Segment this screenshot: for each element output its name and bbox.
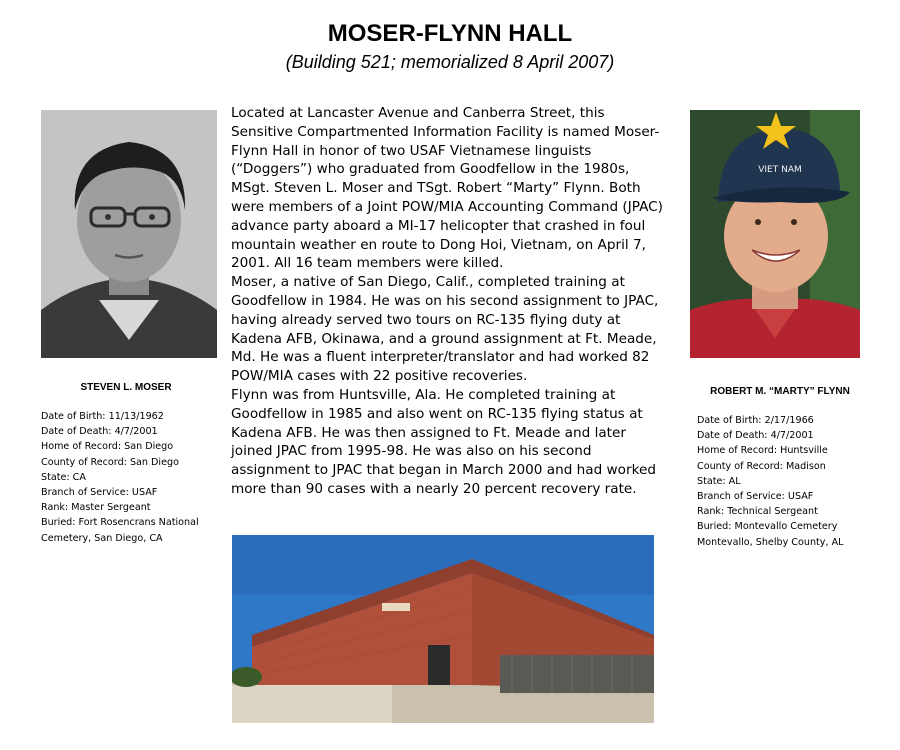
page-title: MOSER-FLYNN HALL bbox=[327, 20, 573, 47]
detail-line: Montevallo, Shelby County, AL bbox=[697, 536, 844, 548]
detail-line: State: AL bbox=[697, 475, 741, 487]
moser-portrait-photo bbox=[41, 110, 217, 358]
detail-line: County of Record: Madison bbox=[697, 460, 826, 472]
flynn-details-list bbox=[697, 413, 887, 550]
page-subtitle: (Building 521; memorialized 8 April 2007) bbox=[285, 52, 615, 72]
detail-line: Buried: Montevallo Cemetery bbox=[697, 521, 838, 533]
paragraph-dedication: Located at Lancaster Avenue and Canberra Street, this Sensitive Compartmented Information Facility is named Moser-Flynn Hall in honor of two USAF Vietnamese linguists (“Doggers”) who graduated from Goodfellow in the 1980s, MSgt. Steven L. Moser and TSgt. Robert “Marty” Flynn. Both were members of a Joint POW/MIA Accounting Command (JPAC) advance party aboard a MI-17 helicopter that crashed in foul mountain weather en route to Dong Hoi, Vietnam, on April 7, 2001. All 16 team members were killed. bbox=[231, 105, 663, 272]
paragraph-flynn: Flynn was from Huntsville, Ala. He completed training at Goodfellow in 1985 and also went on RC-135 flying status at Kadena AFB. He was then assigned to Ft. Meade and later joined JPAC from 1995-98. He was also on his second assignment to JPAC that began in March 2000 and had worked more than 90 cases with a nearly 20 percent recovery rate. bbox=[231, 386, 656, 497]
detail-line: Rank: Master Sergeant bbox=[41, 502, 151, 514]
detail-line: Home of Record: Huntsville bbox=[697, 445, 828, 457]
cap-text: VIET NAM bbox=[758, 165, 802, 175]
flynn-name-heading: ROBERT M. “MARTY” FLYNN bbox=[710, 386, 850, 397]
moser-name-heading: STEVEN L. MOSER bbox=[80, 382, 172, 393]
detail-line: Date of Birth: 11/13/1962 bbox=[41, 411, 164, 422]
history-text bbox=[231, 104, 663, 499]
paragraph-moser: Moser, a native of San Diego, Calif., completed training at Goodfellow in 1984. He was on his second assignment to JPAC, having already served two tours on RC-135 flying duty at Kadena AFB, Okinawa, and a ground assignment at Ft. Meade, Md. He was a fluent interpreter/translator and had worked 82 POW/MIA cases with 22 positive recoveries. bbox=[231, 274, 659, 385]
detail-line: State: CA bbox=[41, 471, 86, 483]
detail-line: Date of Birth: 2/17/1966 bbox=[697, 415, 814, 426]
moser-details-list bbox=[41, 409, 226, 546]
detail-line: Date of Death: 4/7/2001 bbox=[41, 426, 158, 438]
detail-line: Home of Record: San Diego bbox=[41, 441, 174, 453]
detail-line: Cemetery, San Diego, CA bbox=[41, 532, 163, 544]
building-photo bbox=[232, 535, 654, 723]
detail-line: Branch of Service: USAF bbox=[41, 487, 158, 499]
detail-line: Rank: Technical Sergeant bbox=[697, 506, 818, 518]
detail-line: Date of Death: 4/7/2001 bbox=[697, 430, 814, 442]
detail-line: Branch of Service: USAF bbox=[697, 491, 814, 503]
detail-line: County of Record: San Diego bbox=[41, 456, 179, 468]
flynn-portrait-photo bbox=[690, 110, 860, 358]
detail-line: Buried: Fort Rosencrans National bbox=[41, 517, 199, 529]
